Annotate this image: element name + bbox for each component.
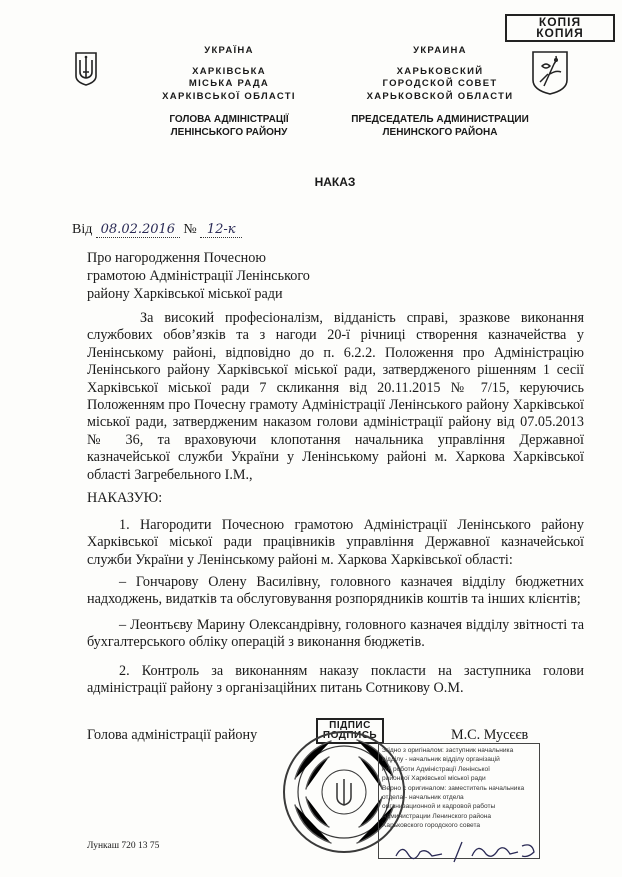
signature-stamp-line1: ПІДПИС (329, 720, 371, 731)
trident-emblem-icon (74, 52, 98, 86)
awardee-1: – Гончарову Олену Василівну, головного казначея відділу бюджетних надходжень, видатків та обслуговування розпорядників коштів та інших клієнтів; (87, 574, 584, 608)
certification-line: Згідно з оригіналом: заступник начальника (382, 747, 514, 754)
order-word: НАКАЗУЮ: (87, 490, 163, 506)
signer-title: Голова адміністрації району (87, 727, 258, 743)
copy-stamp-line1: КОПІЯ (538, 15, 582, 29)
header-ua-pos1: ГОЛОВА АДМІНІСТРАЦІЇ (169, 114, 289, 125)
header-ua-line1: ХАРКІВСЬКА (192, 65, 266, 77)
header-ru-pos1: ПРЕДСЕДАТЕЛЬ АДМИНИСТРАЦИИ (351, 114, 529, 125)
number-value: 12-к (200, 222, 242, 238)
certification-line: отдела - начальник отдела (382, 794, 464, 802)
copy-stamp (505, 14, 615, 42)
certification-line: Харьковского городского совета (382, 822, 481, 830)
signer-name: М.С. Мусєєв (451, 727, 529, 743)
header-ua-country: УКРАЇНА (204, 45, 254, 56)
header-ua (142, 45, 316, 103)
subject-line: грамотою Адміністрації Ленінського (87, 268, 310, 284)
certification-line: Администрации Ленинского района (382, 812, 492, 820)
preamble: За високий професіоналізм, відданість справі, зразкове виконання службових обов’язків та з нагоди 20-ї річниці створення казначейства у Ленінському районі, відповідно до п. 6.2.2. Положення про Адміністрацію Ленінського району Харківської міської ради, затвердженого рішенням 1 сесії Харківської міської ради 7 скликання від 20.11.2015 № 7/15, керуючись Положенням про Почесну грамоту Адміністрації Ленінського району Харківської міської ради, затвердженим наказом голови адміністрації району від 07.05.2013 № 36, та враховуючи клопотання начальника управління Державної казначейської служби України у Ленінському районі м. Харкова Харківської області Загребельного І.М., (87, 310, 584, 483)
subject-line: Про нагородження Почесною (87, 250, 266, 266)
kharkiv-coat-of-arms-icon (530, 50, 570, 96)
header-ua-line2: МІСЬКА РАДА (188, 78, 270, 89)
certification-line: организационной и кадровой работы (382, 803, 496, 811)
certification-line: районної Харківської міської ради (382, 775, 486, 783)
document-title: НАКАЗ (314, 175, 356, 189)
number-prefix: № (183, 222, 197, 237)
header-ru-country: УКРАИНА (413, 45, 467, 56)
header-ru-line1: ХАРЬКОВСКИЙ (396, 65, 484, 77)
certification-line: відділу - начальник відділу організацій (382, 756, 500, 764)
header-ru (350, 45, 530, 103)
certification-line: Верно с оригиналом: заместитель начальника (382, 784, 525, 792)
date-prefix: Від (72, 222, 93, 237)
subject-line: району Харківської міської ради (87, 286, 283, 302)
header-ua-line3: ХАРКІВСЬКОЇ ОБЛАСТІ (162, 90, 296, 102)
header-ru-pos2: ЛЕНИНСКОГО РАЙОНА (382, 127, 498, 138)
signature-stamp-line2: ПОДПИСЬ (322, 730, 378, 741)
footer-note: Лункаш 720 13 75 (87, 841, 160, 851)
copy-stamp-line2: КОПИЯ (536, 26, 584, 40)
date-line (72, 222, 242, 238)
header-ru-line2: ГОРОДСКОЙ СОВЕТ (382, 78, 498, 89)
header-ua-pos2: ЛЕНІНСЬКОГО РАЙОНУ (170, 127, 288, 138)
item-1: 1. Нагородити Почесною грамотою Адміністрації Ленінського району Харківської міської ради працівників управління Державної казначейської служби України у Ленінському районі м. Харкова Харківської області: (87, 517, 584, 568)
awardee-2: – Леонтьєву Марину Олександрівну, головного казначея відділу звітності та бухгалтерського обліку операцій з виконання бюджетів. (87, 617, 584, 651)
header-ua-position (142, 113, 316, 139)
certification-line: ної роботи Адміністрації Ленінської (382, 765, 490, 773)
header-ru-position (340, 113, 540, 139)
header-ru-line3: ХАРЬКОВСКОЙ ОБЛАСТИ (366, 90, 514, 102)
handwritten-signature-icon (392, 838, 542, 866)
subject (87, 249, 310, 303)
date-value: 08.02.2016 (96, 222, 180, 238)
item-2: 2. Контроль за виконанням наказу покласти на заступника голови адміністрації району з організаційних питань Сотникову О.М. (87, 663, 584, 697)
